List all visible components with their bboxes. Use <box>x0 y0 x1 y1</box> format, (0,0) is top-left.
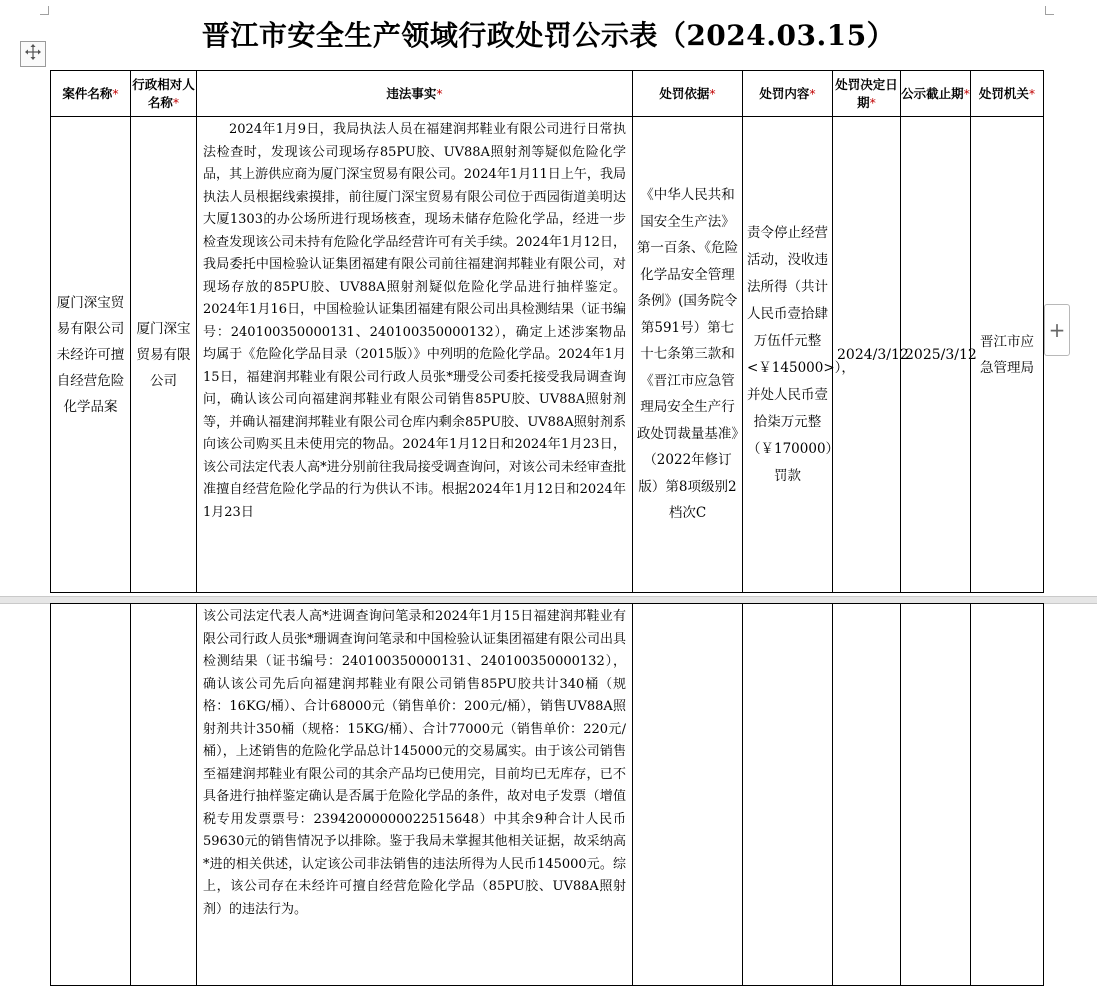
header-expiry-date: 公示截止期* <box>901 71 971 117</box>
header-party-name: 行政相对人名称* <box>131 71 197 117</box>
expiry-date-cell-continued <box>901 604 971 986</box>
move-arrows-icon <box>24 43 42 65</box>
facts-cell: 2024年1月9日，我局执法人员在福建润邦鞋业有限公司进行日常执法检查时，发现该公司现场存85PU胶、UV88A照射剂等疑似危险化学品，其上游供应商为厦门深宝贸易有限公司。2024年1月11日上午，我局执法人员根据线索摸排，前往厦门深宝贸易有限公司位于西园街道美明达大厦1303的办公场所进行现场核查，现场未储存危险化学品，经进一步检查发现该公司未持有危险化学品经营许可有关手续。2024年1月12日，我局委托中国检验认证集团福建有限公司前往福建润邦鞋业有限公司，对现场存放的85PU胶、UV88A照射剂疑似危险化学品进行抽样鉴定。2024年1月16日，中国检验认证集团福建有限公司出具检测结果（证书编号：240100350000131、240100350000132），确定上述涉案物品均属于《危险化学品目录（2015版）》中列明的危险化学品。2024年1月15日，福建润邦鞋业有限公司行政人员张*珊受公司委托接受我局调查询问，确认该公司向福建润邦鞋业有限公司销售85PU胶、UV88A照射剂等，并确认福建润邦鞋业有限公司仓库内剩余85PU胶、UV88A照射剂系向该公司购买且未使用完的物品。2024年1月12日和2024年1月23日，该公司法定代表人高*进分别前往我局接受调查询问，对该公司未经审查批准擅自经营危险化学品的行为供认不讳。根据2024年1月12日和2024年1月23日 <box>197 117 633 593</box>
header-authority: 处罚机关* <box>971 71 1044 117</box>
facts-cell-continued: 该公司法定代表人高*进调查询问笔录和2024年1月15日福建润邦鞋业有限公司行政人员张*珊调查询问笔录和中国检验认证集团福建有限公司出具检测结果（证书编号：240100350000131、240100350000132），确认该公司先后向福建润邦鞋业有限公司销售85PU胶共计340桶（规格：16KG/桶）、合计68000元（销售单价：200元/桶），销售UV88A照射剂共计350桶（规格：15KG/桶）、合计77000元（销售单价：220元/桶），上述销售的危险化学品总计145000元的交易属实。由于该公司销售至福建润邦鞋业有限公司的其余产品均已使用完，目前均已无库存，已不具备进行抽样鉴定确认是否属于危险化学品的条件，故对电子发票（增值税专用发票票号：23942000000022515648）中其余9种合计人民币59630元的销售情况予以排除。鉴于我局未掌握其他相关证据，故采纳高*进的相关供述，认定该公司非法销售的违法所得为人民币145000元。综上，该公司存在未经许可擅自经营危险化学品（85PU胶、UV88A照射剂）的违法行为。 <box>197 604 633 986</box>
party-name-cell: 厦门深宝贸易有限公司 <box>131 117 197 593</box>
basis-cell-continued <box>633 604 743 986</box>
expiry-date-cell: 2025/3/12 <box>901 117 971 593</box>
header-row <box>51 71 1044 117</box>
decision-date-cell: 2024/3/12 <box>833 117 901 593</box>
content-cell: 责令停止经营活动，没收违法所得（共计人民币壹拾肆万伍仟元整<￥145000>），并处人民币壹拾柒万元整（￥170000）罚款 <box>743 117 833 593</box>
content-cell-continued <box>743 604 833 986</box>
case-name-cell: 厦门深宝贸易有限公司未经许可擅自经营危险化学品案 <box>51 117 131 593</box>
authority-cell-continued <box>971 604 1044 986</box>
plus-icon: + <box>1048 318 1066 342</box>
record-row-continued <box>51 604 1044 986</box>
decision-date-cell-continued <box>833 604 901 986</box>
header-basis: 处罚依据* <box>633 71 743 117</box>
record-row <box>51 117 1044 593</box>
penalty-table-page2 <box>50 603 1044 986</box>
header-case-name: 案件名称* <box>51 71 131 117</box>
table-move-handle[interactable] <box>20 41 46 67</box>
add-column-button[interactable] <box>1044 304 1070 356</box>
basis-cell: 《中华人民共和国安全生产法》第一百条、《危险化学品安全管理条例》(国务院令第591号）第七十七条第三款和《晋江市应急管理局安全生产行政处罚裁量基准》（2022年修订版）第8项级别2档次C <box>633 117 743 593</box>
case-name-cell-continued <box>51 604 131 986</box>
header-decision-date: 处罚决定日期* <box>833 71 901 117</box>
header-content: 处罚内容* <box>743 71 833 117</box>
header-facts: 违法事实* <box>197 71 633 117</box>
authority-cell: 晋江市应急管理局 <box>971 117 1044 593</box>
party-name-cell-continued <box>131 604 197 986</box>
document-title: 晋江市安全生产领域行政处罚公示表（2024.03.15） <box>201 19 896 52</box>
penalty-table-page1 <box>50 70 1044 593</box>
